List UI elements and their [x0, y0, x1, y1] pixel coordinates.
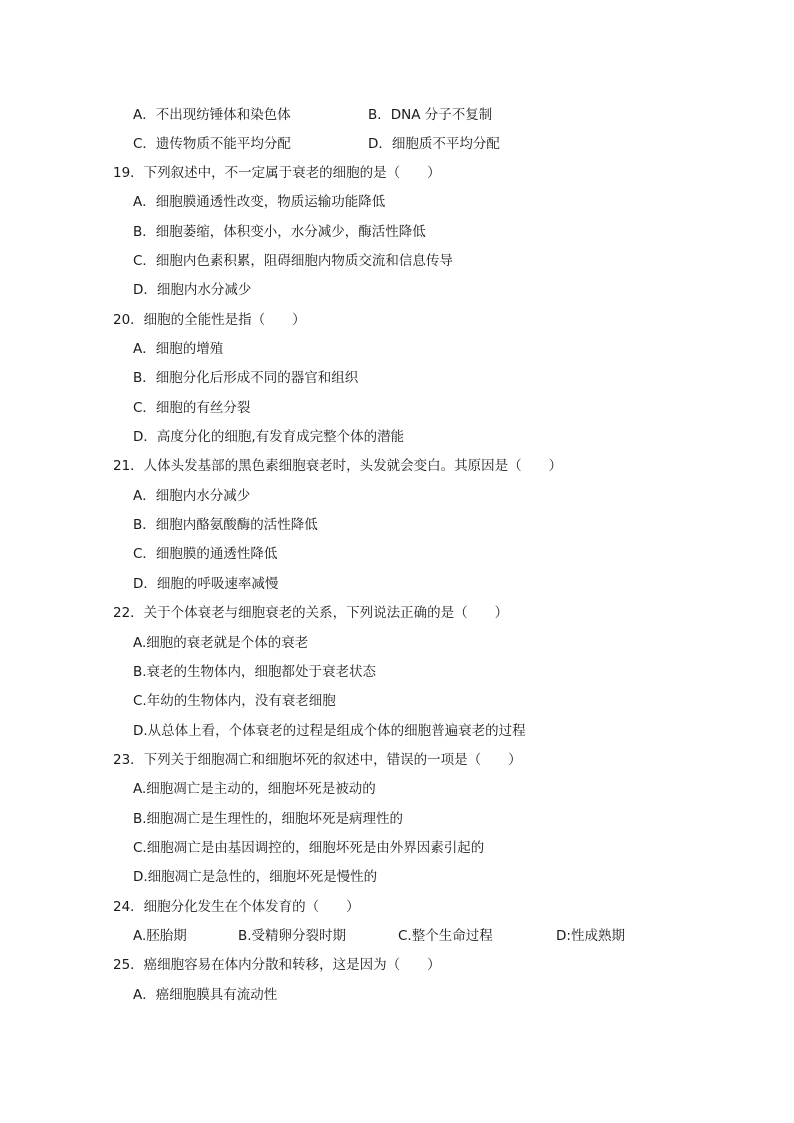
q18-option-b: B．DNA 分子不复制	[368, 107, 493, 123]
q23-option-a: A.细胞凋亡是主动的，细胞坏死是被动的	[133, 781, 376, 797]
q18-option-d: D．细胞质不平均分配	[368, 136, 500, 152]
q22-option-c: C.年幼的生物体内，没有衰老细胞	[133, 693, 336, 709]
q20-option-d: D．高度分化的细胞,有发育成完整个体的潜能	[133, 429, 405, 445]
q21-option-a: A．细胞内水分减少	[133, 488, 251, 504]
q22-stem: 22．关于个体衰老与细胞衰老的关系，下列说法正确的是（ ）	[113, 605, 509, 621]
q20-option-a: A．细胞的增殖	[133, 341, 224, 357]
q19-option-d: D．细胞内水分减少	[133, 282, 252, 298]
q24-option-c: C.整个生命过程	[398, 928, 493, 944]
q20-option-b: B．细胞分化后形成不同的器官和组织	[133, 370, 359, 386]
q22-option-d: D.从总体上看，个体衰老的过程是组成个体的细胞普遍衰老的过程	[133, 723, 526, 739]
q19-stem: 19．下列叙述中，不一定属于衰老的细胞的是（ ）	[113, 165, 441, 181]
q21-option-d: D．细胞的呼吸速率减慢	[133, 576, 279, 592]
q21-option-b: B．细胞内酪氨酸酶的活性降低	[133, 517, 318, 533]
q23-option-d: D.细胞凋亡是急性的，细胞坏死是慢性的	[133, 869, 378, 885]
q22-option-b: B.衰老的生物体内，细胞都处于衰老状态	[133, 664, 377, 680]
q23-option-c: C.细胞凋亡是由基因调控的，细胞坏死是由外界因素引起的	[133, 840, 485, 856]
q25-option-a: A．癌细胞膜具有流动性	[133, 987, 278, 1003]
q19-option-c: C．细胞内色素积累，阻碍细胞内物质交流和信息传导	[133, 253, 453, 269]
q24-option-a: A.胚胎期	[133, 928, 187, 944]
q25-stem: 25．癌细胞容易在体内分散和转移，这是因为（ ）	[113, 957, 441, 973]
q23-option-b: B.细胞凋亡是生理性的，细胞坏死是病理性的	[133, 811, 404, 827]
q23-stem: 23．下列关于细胞凋亡和细胞坏死的叙述中，错误的一项是（ ）	[113, 752, 522, 768]
q20-stem: 20．细胞的全能性是指（ ）	[113, 312, 306, 328]
q18-option-c: C．遗传物质不能平均分配	[133, 136, 291, 152]
q24-option-b: B.受精卵分裂时期	[238, 928, 347, 944]
q24-stem: 24．细胞分化发生在个体发育的（ ）	[113, 899, 360, 915]
q19-option-b: B．细胞萎缩，体积变小，水分减少，酶活性降低	[133, 224, 426, 240]
q22-option-a: A.细胞的衰老就是个体的衰老	[133, 635, 309, 651]
q24-option-d: D:性成熟期	[556, 928, 625, 944]
q20-option-c: C．细胞的有丝分裂	[133, 400, 251, 416]
q18-option-a: A．不出现纺锤体和染色体	[133, 107, 291, 123]
q21-option-c: C．细胞膜的通透性降低	[133, 546, 278, 562]
q21-stem: 21．人体头发基部的黑色素细胞衰老时，头发就会变白。其原因是（ ）	[113, 458, 563, 474]
q19-option-a: A．细胞膜通透性改变，物质运输功能降低	[133, 194, 386, 210]
